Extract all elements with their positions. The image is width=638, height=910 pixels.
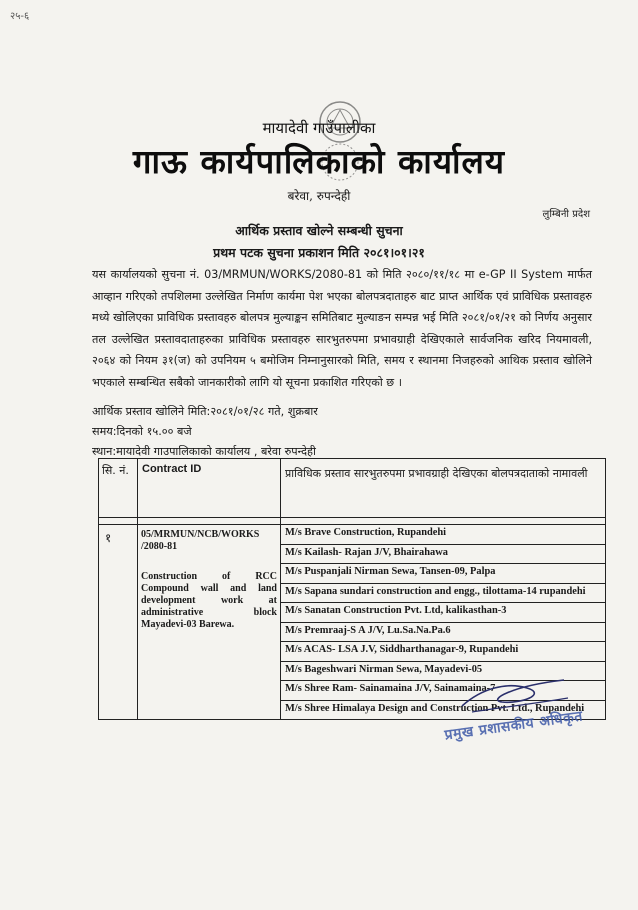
table-spacer-row	[99, 518, 606, 525]
bidder-name: M/s Bageshwari Nirman Sewa, Mayadevi-05	[281, 661, 606, 681]
table-header-row	[99, 459, 606, 518]
bidder-name: M/s Brave Construction, Rupandehi	[281, 525, 606, 545]
office-title: गाऊ कार्यपालिकाको कार्यालय	[132, 142, 506, 181]
office-location: बरेवा, रुपन्देही	[287, 189, 351, 203]
bidder-name: M/s Kailash- Rajan J/V, Bhairahawa	[281, 544, 606, 564]
corner-handwritten-mark: २५-६	[10, 11, 30, 22]
row-sn: १	[99, 525, 138, 720]
province-label: लुम्बिनी प्रदेश	[542, 209, 590, 220]
municipality-name: मायादेवी गाउँपालीका	[262, 119, 376, 137]
contract-code: 05/MRMUN/NCB/WORKS /2080-81	[141, 529, 260, 552]
table-row	[99, 525, 606, 545]
opening-date-line: आर्थिक प्रस्ताव खोलिने मिति:२०८१/०१/२८ गते, शुक्रबार	[92, 405, 318, 418]
notice-subject: आर्थिक प्रस्ताव खोल्ने सम्बन्धी सुचना	[235, 223, 403, 238]
bidder-name: M/s ACAS- LSA J.V, Siddharthanagar-9, Rupandehi	[281, 642, 606, 662]
contract-description: Construction of RCC Compound wall and land development work at administrative block Mayadevi-03 Barewa.	[141, 571, 277, 630]
header-contract-id: Contract ID	[138, 459, 281, 518]
header-bidders: प्राविधिक प्रस्ताव सारभुतरुपमा प्रभावग्राही देखिएका बोलपत्रदाताको नामावली	[281, 459, 606, 518]
bidder-name: M/s Sanatan Construction Pvt. Ltd, kalikasthan-3	[281, 603, 606, 623]
bidder-name: M/s Shree Himalaya Design and Construction Pvt. Ltd., Rupandehi	[281, 700, 606, 720]
bidder-name: M/s Premraaj-S A J/V, Lu.Sa.Na.Pa.6	[281, 622, 606, 642]
opening-time-line: समय:दिनको १५.०० बजे	[92, 425, 192, 438]
row-contract	[138, 525, 281, 720]
bidder-name: M/s Sapana sundari construction and engg., tilottama-14 rupandehi	[281, 583, 606, 603]
bidder-name: M/s Puspanjali Nirman Sewa, Tansen-09, Palpa	[281, 564, 606, 584]
bidder-name: M/s Shree Ram- Sainamaina J/V, Sainamaina-7	[281, 681, 606, 701]
officer-stamp: प्रमुख प्रशासकीय अधिकृत	[443, 708, 584, 744]
header-sn: सि. नं.	[99, 459, 138, 518]
opening-place-line: स्थान:मायादेवी गाउपालिकाको कार्यालय , बरेवा रुपन्देही	[92, 445, 316, 458]
notice-body: यस कार्यालयको सुचना नं. 03/MRMUN/WORKS/2080-81 को मिति २०८०/११/१८ मा e-GP II System मार्फत आव्हान गरिएको तपशिलमा उल्लेखित निर्माण कार्यमा पेश भएका बोलपत्रदाताहरु बाट प्राप्त आर्थिक एवं प्राविधिक प्रस्तावहरु मध्ये खोलिएका प्राविधिक प्रस्तावहरु बोलपत्र मुल्याङ्कन समितिबाट मुल्याङन सम्पन्न भई मिति २०८१/०१/२१ को निर्णय अनुसार तल उल्लेखित प्रस्तावदाताहरुका प्राविधिक प्रस्तावहरु सारभुतरुपमा प्रभावग्राही देखिएकाले सार्वजनिक खरिद नियमावली, २०६४ को नियम ३१(ज) को उपनियम ५ बमोजिम निम्नानुसारको मिति, समय र स्थानमा निजहरुको आथिक प्रस्ताव खोलिने भएकाले सम्बन्धित सबैको जानकारीको लागि यो सूचना प्रकाशित गरिएको छ ।	[92, 268, 592, 389]
publication-date: प्रथम पटक सुचना प्रकाशन मिति २०८१।०१।२१	[213, 245, 425, 260]
